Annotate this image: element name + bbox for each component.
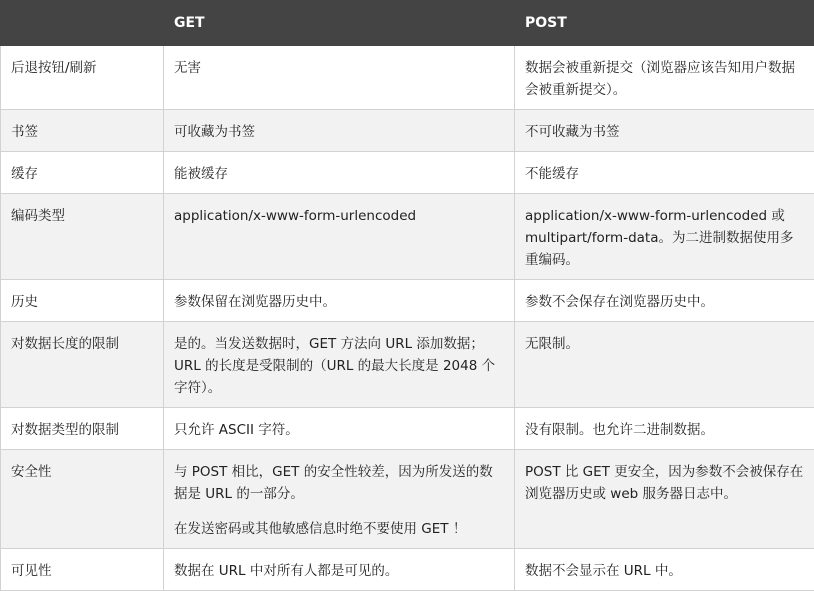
get-text: 只允许 ASCII 字符。 bbox=[174, 419, 504, 441]
table-row bbox=[1, 408, 814, 450]
get-warning-text: 在发送密码或其他敏感信息时绝不要使用 GET ！ bbox=[174, 518, 504, 540]
post-cell bbox=[515, 450, 814, 549]
post-cell bbox=[515, 110, 814, 152]
row-attribute: 对数据类型的限制 bbox=[1, 408, 164, 450]
post-text: 无限制。 bbox=[525, 333, 804, 355]
get-text: application/x-www-form-urlencoded bbox=[174, 205, 504, 227]
get-text: 参数保留在浏览器历史中。 bbox=[174, 291, 504, 313]
table-row bbox=[1, 110, 814, 152]
row-attribute: 历史 bbox=[1, 280, 164, 322]
table-row bbox=[1, 152, 814, 194]
row-attribute: 对数据长度的限制 bbox=[1, 322, 164, 408]
table-row bbox=[1, 549, 814, 591]
table-header bbox=[1, 1, 814, 46]
post-text: 没有限制。也允许二进制数据。 bbox=[525, 419, 804, 441]
post-text: application/x-www-form-urlencoded 或 multipart/form-data。为二进制数据使用多重编码。 bbox=[525, 205, 804, 271]
paragraph-gap bbox=[174, 505, 504, 518]
table-row bbox=[1, 280, 814, 322]
post-cell bbox=[515, 152, 814, 194]
table-row bbox=[1, 194, 814, 280]
post-text: 不可收藏为书签 bbox=[525, 121, 804, 143]
post-text: 参数不会保存在浏览器历史中。 bbox=[525, 291, 804, 313]
table-row bbox=[1, 450, 814, 549]
row-attribute: 编码类型 bbox=[1, 194, 164, 280]
header-attribute bbox=[1, 1, 164, 46]
post-cell bbox=[515, 408, 814, 450]
get-text: 是的。当发送数据时，GET 方法向 URL 添加数据；URL 的长度是受限制的（URL 的最大长度是 2048 个字符）。 bbox=[174, 333, 504, 399]
row-attribute: 缓存 bbox=[1, 152, 164, 194]
get-cell bbox=[164, 152, 515, 194]
row-attribute: 后退按钮/刷新 bbox=[1, 46, 164, 110]
header-row bbox=[1, 1, 814, 46]
get-cell bbox=[164, 110, 515, 152]
post-cell bbox=[515, 280, 814, 322]
post-cell bbox=[515, 46, 814, 110]
get-cell bbox=[164, 322, 515, 408]
get-text: 与 POST 相比，GET 的安全性较差，因为所发送的数据是 URL 的一部分。 bbox=[174, 461, 504, 505]
get-cell bbox=[164, 450, 515, 549]
get-text: 无害 bbox=[174, 57, 504, 79]
row-attribute: 安全性 bbox=[1, 450, 164, 549]
table-body bbox=[1, 46, 814, 591]
post-cell bbox=[515, 549, 814, 591]
get-text: 数据在 URL 中对所有人都是可见的。 bbox=[174, 560, 504, 582]
get-cell bbox=[164, 408, 515, 450]
get-cell bbox=[164, 280, 515, 322]
get-text: 能被缓存 bbox=[174, 163, 504, 185]
header-post: POST bbox=[515, 1, 814, 46]
post-text: 数据不会显示在 URL 中。 bbox=[525, 560, 804, 582]
get-cell bbox=[164, 46, 515, 110]
table-row bbox=[1, 322, 814, 408]
row-attribute: 可见性 bbox=[1, 549, 164, 591]
table-row bbox=[1, 46, 814, 110]
get-cell bbox=[164, 549, 515, 591]
post-text: 数据会被重新提交（浏览器应该告知用户数据会被重新提交）。 bbox=[525, 57, 804, 101]
post-text: 不能缓存 bbox=[525, 163, 804, 185]
post-text: POST 比 GET 更安全，因为参数不会被保存在浏览器历史或 web 服务器日志中。 bbox=[525, 461, 804, 505]
get-cell bbox=[164, 194, 515, 280]
header-get: GET bbox=[164, 1, 515, 46]
get-text: 可收藏为书签 bbox=[174, 121, 504, 143]
row-attribute: 书签 bbox=[1, 110, 164, 152]
post-cell bbox=[515, 322, 814, 408]
post-cell bbox=[515, 194, 814, 280]
